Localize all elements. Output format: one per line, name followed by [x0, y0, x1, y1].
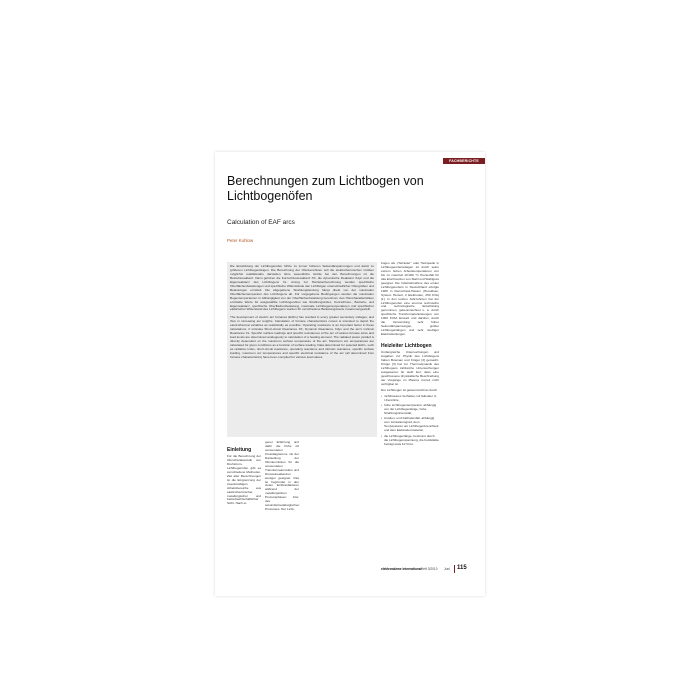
einleitung-column	[227, 443, 261, 506]
journal-page	[215, 152, 485, 596]
abstract-english: The development of electric arc furnaces (EAFs) has resulted in every greater secondary voltages, and thus in increasing arc lengths. Calculation of furnace characteristics curves is intended to depict the electrothermal variables as realistically as possible. Operating reactance is an important factor in these calculations. It includes Short-circuit Reactance XK, Dynamic Reactance Xdyn and the arc's intrinsic Reactance XL. Specific surface loadings and specific resistances of the arc of various furnace sizes and load levels are determined analogously to calculation of a heating element. The radiated power yielded is directly dependent on the maximum surface temperature of the arc. Maximum arc temperatures are calculated for given conditions as a function of surface loading. Data determined for selected EAFs, such as radiation index, short-circuit reactance, operating reactance and intrinsic reactance, specific surface loading, maximum arc temperatures and specific electrical resistance of the arc (all determined from furnace characteristics) have been compiled for various load values.	[230, 315, 374, 359]
footer-issue: Heft 3/2010	[421, 567, 438, 571]
heizleiter-heading: Heizleiter Lichtbogen	[381, 343, 432, 350]
page-footer	[381, 565, 477, 573]
right-column-intro: bogen als „Heizleiter" oder Heizquelle in Lichtbogenofenanlagen ist durch seine extrem hohen Arbeitstemperaturen von bis zu maximal 10.000 °C Pionierfall für das Erschmelzen von Stahl und Stahlguss geeignet. Die Inbetriebnahme des ersten Lichtbogenofens in Deutschland erfolgte 1906 in Remscheid-Hasten (Heroldsen, System Héroult, 2 Elektroden, 250 KVA) [1]. In den letzten Jahrzehnten hat der Lichtbogenofen eine enorme technische und technologische Entwicklung genommen, gekennzeichnet u. a. durch spezifische Transformatorleistungen von 1000 KVA/t Einsatz und darüber, durch die Verwendung sehr hoher Sekundärspannungen, großer Lichtbogenlängen und sehr niedriger Elektrodenlungen.	[381, 261, 439, 337]
einleitung-heading: Einleitung	[227, 447, 252, 453]
middle-column-text: gener Erfahrung und dafür die frühe oft verwendeten Kreisdiagramme mit der Darstellung der Ofenkennlinien für die verwendeten Transformatorstufen und Drosselreaktanzen weniger geeignet. Das ist begründet in den vielen Einflussfaktoren während der metallurgischen Prozessphasen bzw. des sekundärmetallurgischen Prozesses. Der Licht-	[265, 440, 300, 512]
list-item: • hohe Lichtbogentemperatur, abhängig von der Lichtbogenlänge, hohe Strahlungsintensität,	[381, 404, 439, 416]
article-author: Peter Kuhlow	[227, 238, 254, 243]
right-column	[381, 262, 439, 448]
list-item: • die Lichtbogenlänge, bestimmt durch die Lichtbogenspannung, die Feldstärke beträgt etwa 10 V/cm.	[381, 435, 439, 447]
article-title: Berechnungen zum Lichtbogen von Lichtbogenöfen	[227, 174, 424, 203]
footer-divider	[454, 565, 455, 573]
footer-journal: elektrowärme international	[381, 567, 422, 571]
characteristics-list	[381, 395, 439, 447]
abstract-box	[227, 262, 377, 437]
abstract-german: Die Entwicklung der Lichtbogenöfen führte zu immer höheren Sekundärspannungen und damit zu größeren Lichtbogenlängen. Die Berechnung der Ofenkennlinien soll die elektrothermischen Größen möglichst realitätsnahe darstellen. Eine wesentliche Größe bei den Berechnungen ist die Betriebsreaktanz. Dazu gehören die Kurzschlussreaktanz XK, die dynamische Reaktanz Xdyn und die Eigenreaktanz des Lichtbogens XL. Anzug zur Heizleiterberechnung werden spezifische Oberflächenbelastungen und spezifische Widerstände den Lichtbögen unterschiedlicher Ofengrößen und Belastungen ermittelt. Die abgegebene Strahlungsleistung hängt direkt von der maximalen Oberflächentemperatur des Lichtbogens ab. Für vorgegebene Bedingungen werden die maximalen Bogentemperaturen in Abhängigkeit von der Oberflächenbelastung berechnet. Aus Ofencharakteristiken ermittelte Werte für ausgewählte Lichtbogenöfen wie Strahlungsindex, Kurzschluss-, Betriebs- und Eigenreaktanz, spezifische Oberflächenbelastung, maximale Lichtbogentemperaturen und spezifischer elektrischer Widerstand des Lichtbogens wurden für verschiedene Belastungswerte zusammengestellt.	[230, 264, 374, 312]
section-rubric: FACHBERICHTE	[443, 158, 485, 164]
heizleiter-text-2: Der Lichtbogen ist gekennzeichnet durch	[381, 387, 438, 392]
article-subtitle: Calculation of EAF arcs	[227, 219, 295, 226]
list-item: • Anoden- und Kathodenfall, abhängig vom Ionisationsgrad, dem Temperaturen am Lichtbogenbrennfleck und dem Elektrodenmaterial,	[381, 417, 439, 433]
footer-month: Juni	[444, 567, 450, 571]
page-number: 115	[457, 565, 467, 571]
middle-column	[265, 441, 299, 512]
heizleiter-text: Umfangreiche Untersuchungen und Angaben zur Physik des Lichtbogens haben Bowman und Krüger [2] gemacht. Krüger [3] hat zur Thermodynamik des Lichtbogens zahlreiche Untersuchungen ausgewertet. Er stellt fest, dass eine geschlossene physikalische Beschreibung der Vorgänge im Plasma zurzeit nicht verfügbar ist.	[381, 350, 439, 386]
einleitung-text: Für die Berechnung der Ofencharakteristik von Drehstrom-Lichtbogenöfen gibt es verschiedene Methoden. Ziel aller Berechnungen ist die Eingrenzung der zweckmäßigen Arbeitsbereiche aus elektrothermischer, metallurgischer und betriebswirtschaftlicher Sicht. Nach ei-	[227, 454, 261, 506]
list-item: • nichtlineares Verhalten mit fallender U-I-Kennlinie,	[381, 395, 439, 403]
